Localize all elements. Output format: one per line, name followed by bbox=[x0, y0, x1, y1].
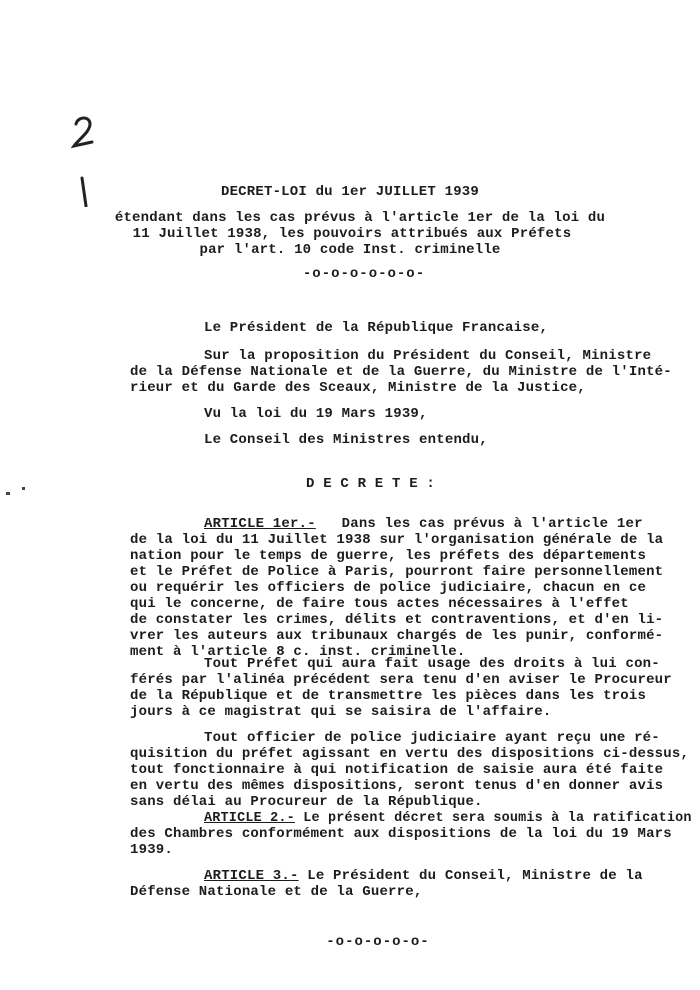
para3-line-1: Tout officier de police judiciaire ayant reçu une ré- bbox=[204, 730, 660, 746]
article1-line-9: ment à l'article 8 c. inst. criminelle. bbox=[130, 644, 466, 660]
subtitle-line-1: étendant dans les cas prévus à l'article 1er de la loi du bbox=[114, 210, 606, 226]
article3-first-line bbox=[204, 868, 643, 884]
article1-line-2: de la loi du 11 Juillet 1938 sur l'organisation générale de la bbox=[130, 532, 664, 548]
article1-line-7: de constater les crimes, délits et contraventions, et d'en li- bbox=[130, 612, 664, 628]
scan-speck bbox=[22, 487, 25, 490]
article1-label: ARTICLE 1er.- bbox=[204, 516, 316, 532]
preamble-conseil: Le Conseil des Ministres entendu, bbox=[204, 432, 488, 448]
scan-speck bbox=[6, 492, 10, 495]
preamble-proposition-2: de la Défense Nationale et de la Guerre, du Ministre de l'Inté- bbox=[130, 364, 672, 380]
para3-line-3: tout fonctionnaire à qui notification de saisie aura été faite bbox=[130, 762, 664, 778]
article2-first-line bbox=[204, 810, 692, 826]
footer-separator: -o-o-o-o-o- bbox=[326, 934, 430, 950]
preamble-president: Le Président de la République Francaise, bbox=[204, 320, 549, 336]
para2-line-3: de la République et de transmettre les pièces dans les trois bbox=[130, 688, 647, 704]
article1-line-6: qui le concerne, de faire tous actes nécessaires à l'effet bbox=[130, 596, 629, 612]
article3-line-2: Défense Nationale et de la Guerre, bbox=[130, 884, 423, 900]
para3-line-4: en vertu des mêmes dispositions, seront tenus d'en donner avis bbox=[130, 778, 664, 794]
subtitle-line-3: par l'art. 10 code Inst. criminelle bbox=[199, 242, 501, 258]
para2-line-1: Tout Préfet qui aura fait usage des droits à lui con- bbox=[204, 656, 660, 672]
article1-line-5: ou requérir les officiers de police judiciaire, chacun en ce bbox=[130, 580, 647, 596]
article3-line-1: Le Président du Conseil, Ministre de la bbox=[298, 868, 643, 884]
para2-line-2: férés par l'alinéa précédent sera tenu d'en aviser le Procureur bbox=[130, 672, 672, 688]
article2-line-3: 1939. bbox=[130, 842, 174, 858]
article1-first-line bbox=[204, 516, 643, 532]
header-separator: -o-o-o-o-o-o- bbox=[302, 266, 426, 282]
article1-line-8: vrer les auteurs aux tribunaux chargés de les punir, conformé- bbox=[130, 628, 664, 644]
article2-line-1: Le présent décret sera soumis à la ratification bbox=[294, 810, 692, 826]
para2-line-4: jours à ce magistrat qui se saisira de l'affaire. bbox=[130, 704, 552, 720]
preamble-proposition-3: rieur et du Garde des Sceaux, Ministre de la Justice, bbox=[130, 380, 586, 396]
decree-title: DECRET-LOI du 1er JUILLET 1939 bbox=[220, 184, 480, 200]
para3-line-2: quisition du préfet agissant en vertu des dispositions ci-dessus, bbox=[130, 746, 690, 762]
article1-line-3: nation pour le temps de guerre, les préfets des départements bbox=[130, 548, 647, 564]
article1-line-4: et le Préfet de Police à Paris, pourront faire personnellement bbox=[130, 564, 664, 580]
article2-label: ARTICLE 2.- bbox=[204, 810, 295, 826]
article3-label: ARTICLE 3.- bbox=[204, 868, 299, 884]
subtitle-line-2: 11 Juillet 1938, les pouvoirs attribués aux Préfets bbox=[132, 226, 572, 242]
preamble-loi: Vu la loi du 19 Mars 1939, bbox=[204, 406, 428, 422]
para3-line-5: sans délai au Procureur de la République. bbox=[130, 794, 483, 810]
article2-line-2: des Chambres conformément aux dispositions de la loi du 19 Mars bbox=[130, 826, 672, 842]
preamble-proposition-1: Sur la proposition du Président du Conseil, Ministre bbox=[204, 348, 652, 364]
article1-line-1: Dans les cas prévus à l'article 1er bbox=[315, 516, 643, 532]
decrete-heading: D E C R E T E : bbox=[306, 476, 436, 492]
